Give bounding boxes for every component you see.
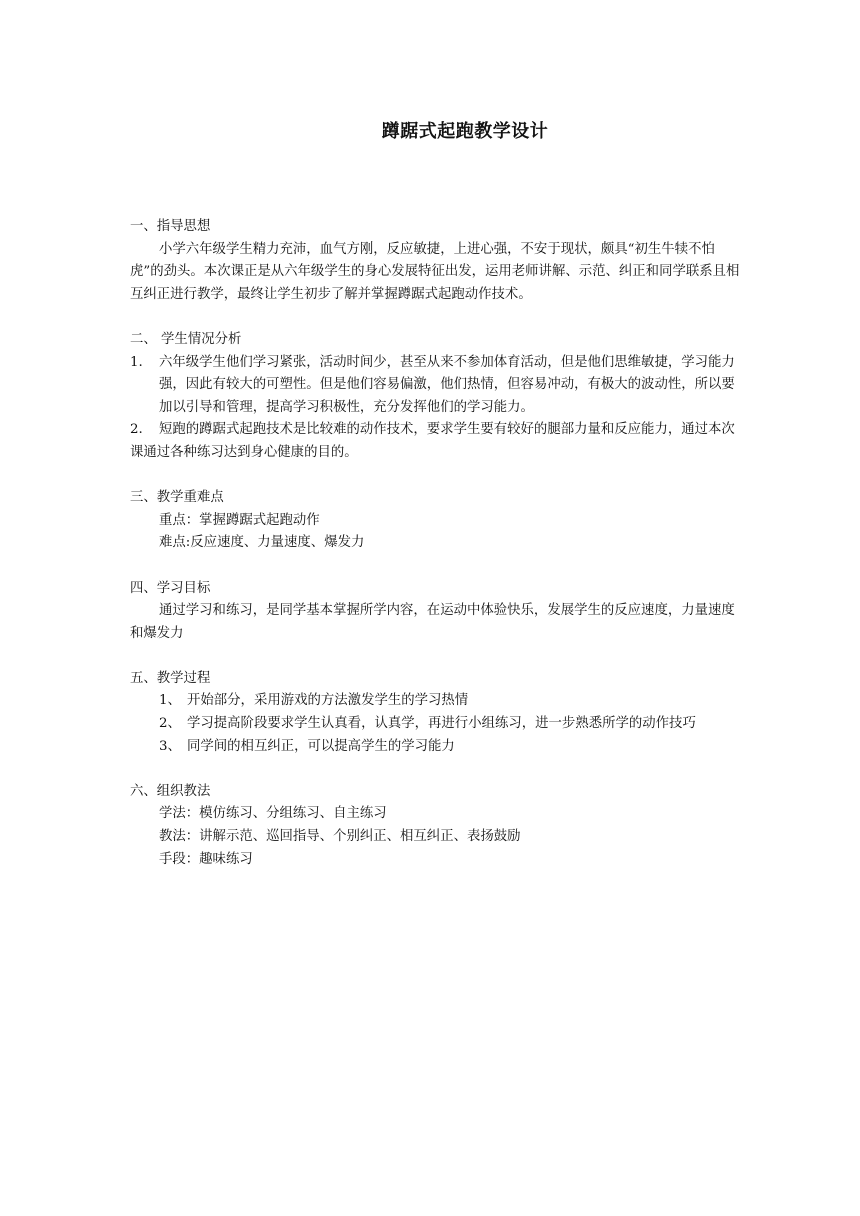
list-marker: 1、 bbox=[159, 693, 181, 709]
list-marker: 2、 bbox=[159, 716, 181, 732]
section-heading: 二、 学生情况分析 bbox=[130, 331, 242, 347]
document-title: 蹲踞式起跑教学设计 bbox=[381, 121, 549, 142]
list-marker: 1. bbox=[130, 354, 143, 370]
section-organization-methods bbox=[130, 781, 740, 871]
section-heading: 四、学习目标 bbox=[130, 580, 211, 596]
section-student-analysis bbox=[130, 329, 740, 465]
learning-method-line: 学法：模仿练习、分组练习、自主练习 bbox=[159, 806, 387, 822]
difficulty-line: 难点:反应速度、力量速度、爆发力 bbox=[159, 535, 365, 551]
section-learning-goals bbox=[130, 578, 740, 646]
list-item bbox=[130, 713, 740, 736]
section-heading: 五、教学过程 bbox=[130, 670, 211, 686]
means-line: 手段：趣味练习 bbox=[159, 851, 253, 867]
list-item bbox=[130, 419, 740, 464]
section-teaching-process bbox=[130, 668, 740, 758]
section-key-points bbox=[130, 487, 740, 555]
list-item bbox=[130, 352, 740, 420]
list-marker: 2. bbox=[130, 422, 143, 438]
list-item-text: 短跑的蹲踞式起跑技术是比较难的动作技术，要求学生要有较好的腿部力量和反应能力，通过本次课通过各种练习达到身心健康的目的。 bbox=[130, 422, 735, 460]
list-item-text: 开始部分，采用游戏的方法激发学生的学习热情 bbox=[187, 693, 469, 709]
list-item-text: 六年级学生他们学习紧张，活动时间少，甚至从来不参加体育活动，但是他们思维敏捷，学习能力强，因此有较大的可塑性。但是他们容易偏激，他们热情，但容易冲动，有极大的波动性，所以要加以引导和管理，提高学习积极性，充分发挥他们的学习能力。 bbox=[159, 354, 735, 415]
list-marker: 3、 bbox=[159, 738, 181, 754]
section-guiding-idea bbox=[130, 216, 740, 306]
list-item bbox=[130, 736, 740, 759]
paragraph: 通过学习和练习，是同学基本掌握所学内容，在运动中体验快乐，发展学生的反应速度，力量速度和爆发力 bbox=[130, 603, 735, 641]
document-body bbox=[130, 216, 740, 894]
teaching-method-line: 教法：讲解示范、巡回指导、个别纠正、相互纠正、表扬鼓励 bbox=[159, 829, 521, 845]
list-item-text: 学习提高阶段要求学生认真看，认真学，再进行小组练习，进一步熟悉所学的动作技巧 bbox=[187, 716, 696, 732]
section-heading: 三、教学重难点 bbox=[130, 490, 224, 506]
paragraph: 小学六年级学生精力充沛，血气方刚，反应敏捷，上进心强，不安于现状，颇具“初生牛犊不怕虎”的劲头。本次课正是从六年级学生的身心发展特征出发，运用老师讲解、示范、纠正和同学联系且相互纠正进行教学，最终让学生初步了解并掌握蹲踞式起跑动作技术。 bbox=[130, 241, 740, 302]
list-item-text: 同学间的相互纠正，可以提高学生的学习能力 bbox=[187, 738, 455, 754]
key-point-line: 重点：掌握蹲踞式起跑动作 bbox=[159, 512, 320, 528]
list-item bbox=[130, 690, 740, 713]
section-heading: 六、组织教法 bbox=[130, 783, 211, 799]
section-heading: 一、指导思想 bbox=[130, 219, 211, 234]
